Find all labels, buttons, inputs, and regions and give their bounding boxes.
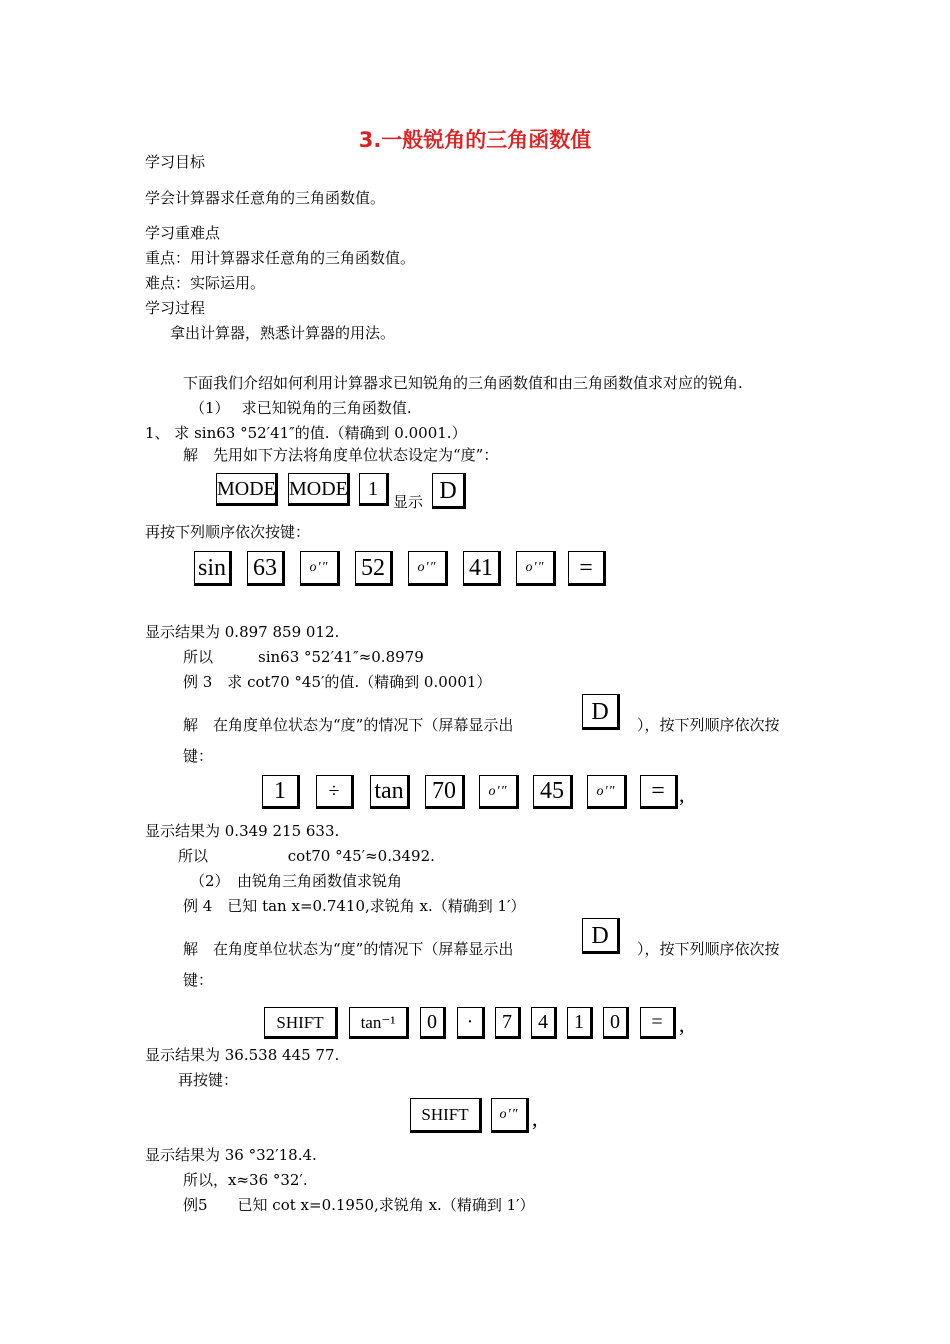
solution-3-b: ），按下列顺序依次按 xyxy=(637,716,780,734)
zero-key-2: 0 xyxy=(603,1007,629,1039)
equals-key-3: = xyxy=(640,1007,676,1039)
key-41: 41 xyxy=(463,551,501,586)
equals-key-1: = xyxy=(568,551,606,586)
seven-key: 7 xyxy=(495,1007,521,1039)
solution-4-c: 键： xyxy=(183,971,214,989)
process-heading: 学习过程 xyxy=(145,299,206,317)
part-2-heading: （2） 由锐角三角函数值求锐角 xyxy=(190,872,403,890)
divide-key: ÷ xyxy=(316,775,354,809)
conclusion-3: 所以 cot70 °45′≈0.3492. xyxy=(178,847,435,865)
document-title: 3.一般锐角的三角函数值 xyxy=(358,128,592,152)
one-key-3: 1 xyxy=(567,1007,593,1039)
difficult-point: 难点：实际运用。 xyxy=(145,274,266,292)
goal-text: 学会计算器求任意角的三角函数值。 xyxy=(145,189,386,207)
display-d-box-2: D xyxy=(582,694,620,730)
example-4: 例 4 已知 tan x=0.7410,求锐角 x.（精确到 1′） xyxy=(183,897,526,915)
key-point: 重点：用计算器求任意角的三角函数值。 xyxy=(145,249,416,267)
comma-3: , xyxy=(532,1106,538,1131)
comma-1: , xyxy=(679,782,685,807)
solution-1: 解 先用如下方法将角度单位状态设定为“度”： xyxy=(183,446,499,464)
zero-key: 0 xyxy=(420,1007,446,1039)
display-d-box: D xyxy=(432,473,466,509)
sin-key: sin xyxy=(194,551,232,586)
intro-text: 拿出计算器，熟悉计算器的用法。 xyxy=(170,324,396,342)
solution-3-c: 键： xyxy=(183,747,214,765)
then-press-text: 再按下列顺序依次按键： xyxy=(145,523,311,541)
one-key-2: 1 xyxy=(262,775,300,809)
four-key: 4 xyxy=(531,1007,557,1039)
dms-key-6: o′″ xyxy=(491,1098,529,1133)
result-1: 显示结果为 0.897 859 012. xyxy=(145,623,340,641)
mode-key-1: MODE xyxy=(216,473,278,506)
result-4: 显示结果为 36.538 445 77. xyxy=(145,1046,340,1064)
display-d-box-3: D xyxy=(582,918,620,954)
tan-key: tan xyxy=(370,775,410,809)
example-3: 例 3 求 cot70 °45′的值.（精确到 0.0001） xyxy=(183,673,492,691)
comma-2: , xyxy=(679,1012,685,1037)
dms-key-5: o′″ xyxy=(587,775,627,809)
display-label: 显示 xyxy=(393,493,424,511)
dms-key-3: o′″ xyxy=(516,551,556,586)
one-key: 1 xyxy=(359,473,389,506)
result-4b: 显示结果为 36 °32′18.4. xyxy=(145,1146,317,1164)
tan-inverse-key: tan⁻¹ xyxy=(349,1007,409,1039)
key-63: 63 xyxy=(247,551,285,586)
result-3: 显示结果为 0.349 215 633. xyxy=(145,822,340,840)
question-1: 1、 求 sin63 °52′41″的值.（精确到 0.0001.） xyxy=(145,424,467,442)
solution-4-b: ），按下列顺序依次按 xyxy=(637,940,780,958)
shift-key: SHIFT xyxy=(264,1007,338,1039)
key-70: 70 xyxy=(425,775,465,809)
dms-key-4: o′″ xyxy=(479,775,519,809)
decimal-point-key: · xyxy=(457,1007,485,1039)
mode-key-2: MODE xyxy=(288,473,350,506)
solution-3-a: 解 在角度单位状态为“度”的情况下（屏幕显示出 xyxy=(183,716,514,734)
equals-key-2: = xyxy=(640,775,678,809)
goal-heading: 学习目标 xyxy=(145,153,206,171)
key-52: 52 xyxy=(355,551,393,586)
dms-key-2: o′″ xyxy=(408,551,448,586)
conclusion-1: 所以 sin63 °52′41″≈0.8979 xyxy=(183,648,424,666)
part-1-heading: （1） 求已知锐角的三角函数值. xyxy=(190,399,412,417)
press-again-text: 再按键： xyxy=(178,1071,239,1089)
dms-key-1: o′″ xyxy=(300,551,340,586)
example-5: 例5 已知 cot x=0.1950,求锐角 x.（精确到 1′） xyxy=(183,1196,535,1214)
solution-4-a: 解 在角度单位状态为“度”的情况下（屏幕显示出 xyxy=(183,940,514,958)
key-45: 45 xyxy=(533,775,573,809)
conclusion-4: 所以，x≈36 °32′. xyxy=(183,1171,308,1189)
key-heading: 学习重难点 xyxy=(145,224,221,242)
shift-key-2: SHIFT xyxy=(410,1098,482,1133)
paragraph-1: 下面我们介绍如何利用计算器求已知锐角的三角函数值和由三角函数值求对应的锐角. xyxy=(183,374,743,392)
